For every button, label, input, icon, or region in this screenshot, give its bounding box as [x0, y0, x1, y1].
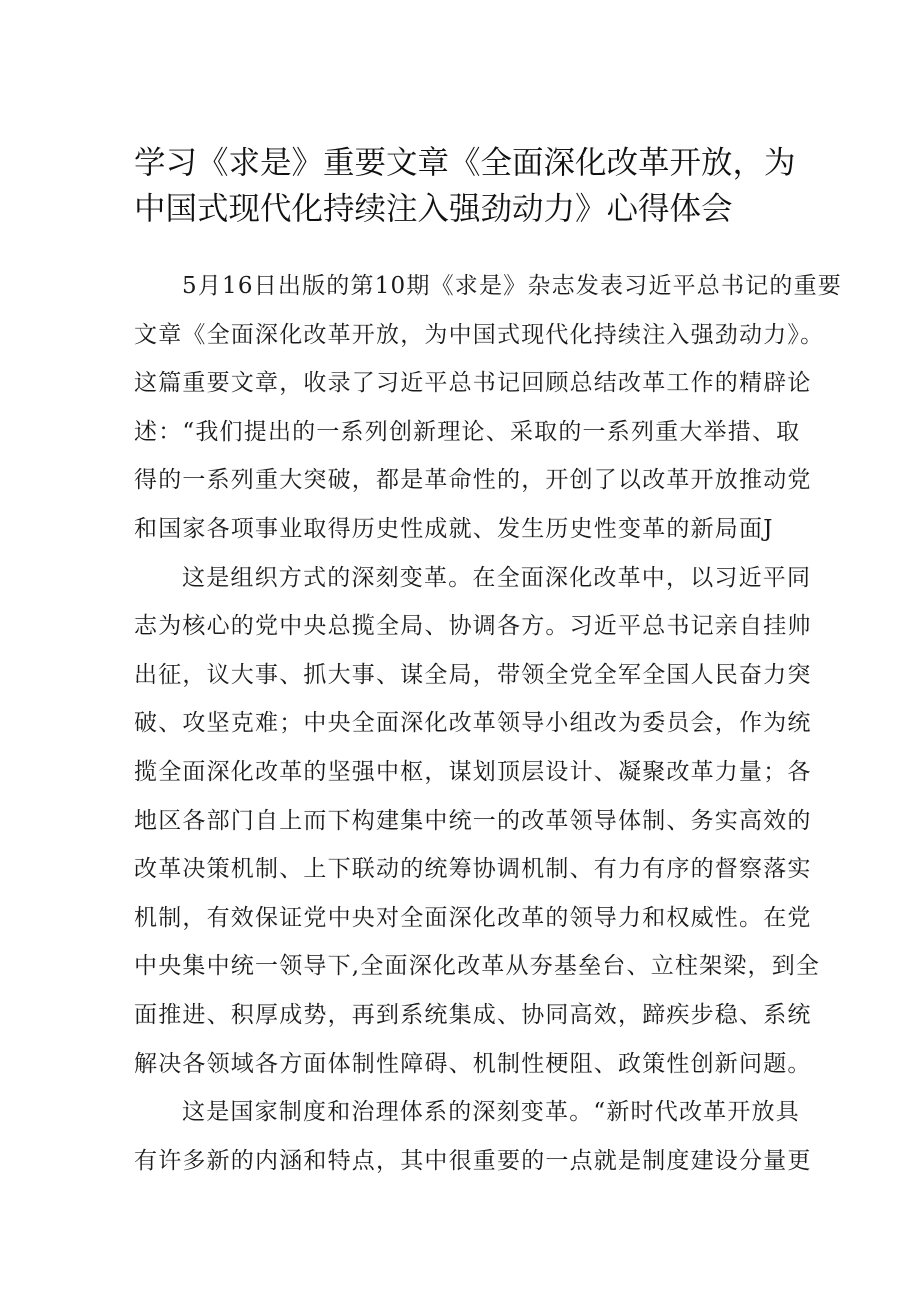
title-line: 学习《求是》重要文章《全面深化改革开放，为: [134, 145, 796, 181]
paragraph-line: 改革决策机制、上下联动的统筹协调机制、有力有序的督察落实: [134, 856, 812, 883]
paragraph-line: 解决各领域各方面体制性障碍、机制性梗阻、政策性创新问题。: [134, 1050, 812, 1077]
paragraph-line: 有许多新的内涵和特点，其中很重要的一点就是制度建设分量更: [134, 1147, 812, 1174]
document-body: [134, 262, 842, 1185]
paragraph-line: 这是国家制度和治理体系的深刻变革。“新时代改革开放具: [182, 1099, 800, 1126]
paragraph-line: 5月16日出版的第10期《求是》杂志发表习近平总书记的重要: [182, 273, 842, 299]
paragraph-line: 这是组织方式的深刻变革。在全面深化改革中，以习近平同: [182, 564, 812, 591]
paragraph-3: [134, 1088, 812, 1185]
paragraph-line: 揽全面深化改革的坚强中枢，谋划顶层设计、凝聚改革力量；各: [134, 758, 812, 785]
paragraph-line: 志为核心的党中央总揽全局、协调各方。习近平总书记亲自挂帅: [134, 613, 812, 640]
paragraph-line: 述：“我们提出的一系列创新理论、采取的一系列重大举措、取: [134, 418, 801, 445]
paragraph-line: 机制，有效保证党中央对全面深化改革的领导力和权威性。在党: [134, 904, 812, 931]
title-line: 中国式现代化持续注入强劲动力》心得体会: [134, 191, 733, 227]
paragraph-line: 地区各部门自上而下构建集中统一的改革领导体制、务实高效的: [134, 807, 812, 834]
paragraph-line: 得的一系列重大突破，都是革命性的，开创了以改革开放推动党: [134, 467, 812, 494]
paragraph-line: 出征，议大事、抓大事、谋全局，带领全党全军全国人民奋力突: [134, 661, 812, 688]
paragraph-line: 破、攻坚克难；中央全面深化改革领导小组改为委员会，作为统: [134, 710, 812, 737]
paragraph-line: 和国家各项事业取得历史性成就、发生历史性变革的新局面J: [134, 515, 774, 542]
paragraph-line: 面推进、积厚成势，再到系统集成、协同高效，蹄疾步稳、系统: [134, 1001, 812, 1028]
document-title: [134, 140, 794, 232]
paragraph-line: 这篇重要文章，收录了习近平总书记回顾总结改革工作的精辟论: [134, 370, 812, 397]
paragraph-1: [134, 262, 842, 554]
paragraph-line: 文章《全面深化改革开放，为中国式现代化持续注入强劲动力》。: [134, 321, 825, 348]
paragraph-2: [134, 554, 821, 1089]
paragraph-line: 中央集中统一领导下,全面深化改革从夯基垒台、立柱架梁，到全: [134, 953, 821, 980]
